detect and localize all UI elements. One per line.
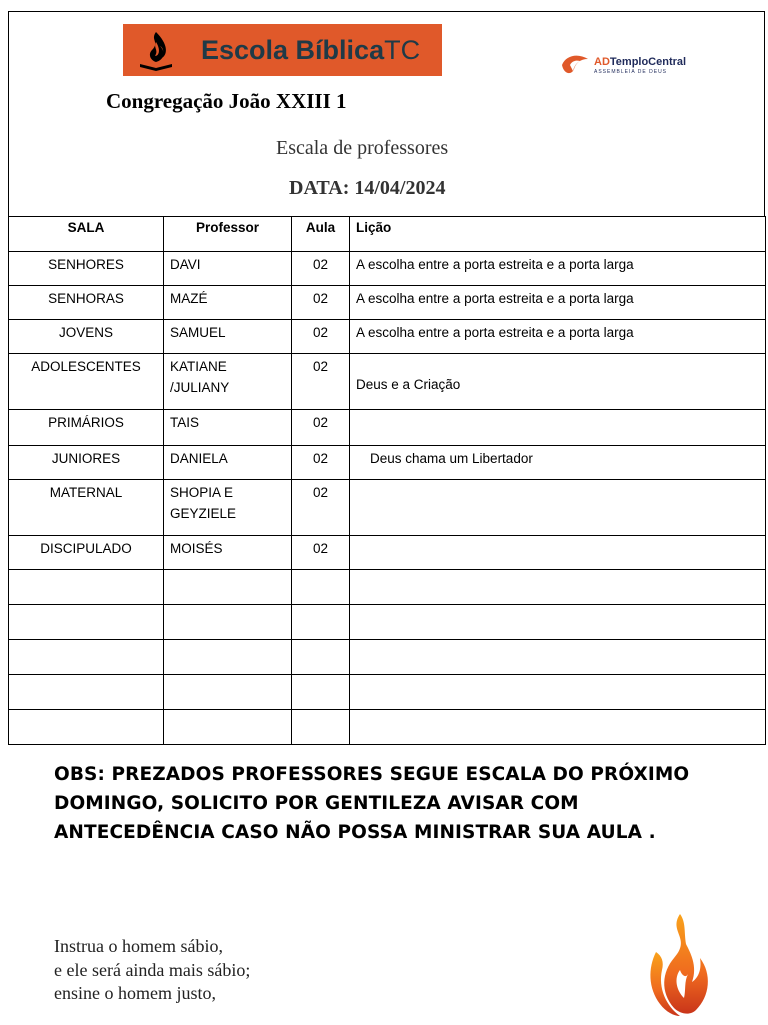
empty-row — [9, 640, 766, 675]
escola-biblica-logo-text: Escola Bíblica TC — [189, 24, 442, 76]
cell-sala: MATERNAL — [9, 480, 164, 536]
table-row — [9, 536, 766, 570]
escola-biblica-logo — [123, 24, 442, 76]
page-title: Escala de professores — [276, 137, 449, 159]
professor-line: SHOPIA E — [170, 485, 234, 500]
cell-licao: A escolha entre a porta estreita e a porta larga — [350, 286, 766, 320]
flame-book-icon — [123, 24, 189, 76]
obs-line: OBS: PREZADOS PROFESSORES SEGUE ESCALA DO PRÓXIMO — [54, 764, 690, 785]
ad-templo-central-logo — [560, 50, 720, 82]
flame-bird-icon — [560, 51, 590, 82]
table-row — [9, 354, 766, 410]
cell-sala: DISCIPULADO — [9, 536, 164, 570]
verse-line: e ele será ainda mais sábio; — [54, 959, 251, 980]
cell-sala: SENHORAS — [9, 286, 164, 320]
cell-licao — [350, 446, 766, 480]
verse-line: ensine o homem justo, — [54, 983, 216, 1003]
professor-line: /JULIANY — [170, 380, 230, 395]
cell-aula: 02 — [292, 286, 350, 320]
cell-aula: 02 — [292, 446, 350, 480]
cell-professor: MAZÉ — [164, 286, 292, 320]
cell-aula: 02 — [292, 320, 350, 354]
licao-text: Deus chama um Libertador — [370, 451, 533, 466]
cell-sala: JOVENS — [9, 320, 164, 354]
table-row — [9, 480, 766, 536]
flame-logo-icon — [640, 912, 716, 1020]
table-row — [9, 286, 766, 320]
cell-licao — [350, 480, 766, 536]
cell-professor: DAVI — [164, 252, 292, 286]
header-sala: SALA — [9, 217, 164, 252]
empty-row — [9, 605, 766, 640]
header-licao: Lição — [350, 217, 766, 252]
cell-aula: 02 — [292, 252, 350, 286]
professor-line: KATIANE — [170, 359, 227, 374]
obs-line: ANTECEDÊNCIA CASO NÃO POSSA MINISTRAR SUA AULA . — [54, 822, 656, 843]
cell-aula: 02 — [292, 354, 350, 410]
cell-professor: MOISÉS — [164, 536, 292, 570]
teacher-schedule-table — [8, 216, 766, 745]
cell-licao: A escolha entre a porta estreita e a porta larga — [350, 320, 766, 354]
ad-logo-subtitle: ASSEMBLEIA DE DEUS — [594, 69, 668, 75]
cell-sala: PRIMÁRIOS — [9, 410, 164, 446]
bible-verse — [54, 935, 250, 1006]
professor-line: GEYZIELE — [170, 506, 237, 521]
cell-licao — [350, 410, 766, 446]
cell-professor: DANIELA — [164, 446, 292, 480]
cell-professor: SAMUEL — [164, 320, 292, 354]
licao-text: Deus e a Criação — [356, 377, 461, 392]
ad-logo-name: ADTemploCentral — [594, 56, 687, 68]
table-row — [9, 252, 766, 286]
empty-row — [9, 710, 766, 745]
cell-licao — [350, 536, 766, 570]
cell-aula: 02 — [292, 480, 350, 536]
cell-licao — [350, 354, 766, 410]
table-header-row — [9, 217, 766, 252]
cell-professor — [164, 480, 292, 536]
cell-sala: ADOLESCENTES — [9, 354, 164, 410]
cell-professor — [164, 354, 292, 410]
obs-line: DOMINGO, SOLICITO POR GENTILEZA AVISAR COM — [54, 793, 579, 814]
verse-line: Instrua o homem sábio, — [54, 936, 223, 956]
cell-licao: A escolha entre a porta estreita e a porta larga — [350, 252, 766, 286]
congregation-name: Congregação João XXIII 1 — [106, 89, 347, 113]
observation-note — [54, 760, 734, 847]
cell-aula: 02 — [292, 536, 350, 570]
cell-professor: TAIS — [164, 410, 292, 446]
table-row — [9, 446, 766, 480]
empty-row — [9, 675, 766, 710]
header-professor: Professor — [164, 217, 292, 252]
cell-sala: JUNIORES — [9, 446, 164, 480]
cell-sala: SENHORES — [9, 252, 164, 286]
table-row — [9, 320, 766, 354]
date-line: DATA: 14/04/2024 — [289, 177, 446, 199]
empty-row — [9, 570, 766, 605]
header-aula: Aula — [292, 217, 350, 252]
cell-aula: 02 — [292, 410, 350, 446]
table-row — [9, 410, 766, 446]
